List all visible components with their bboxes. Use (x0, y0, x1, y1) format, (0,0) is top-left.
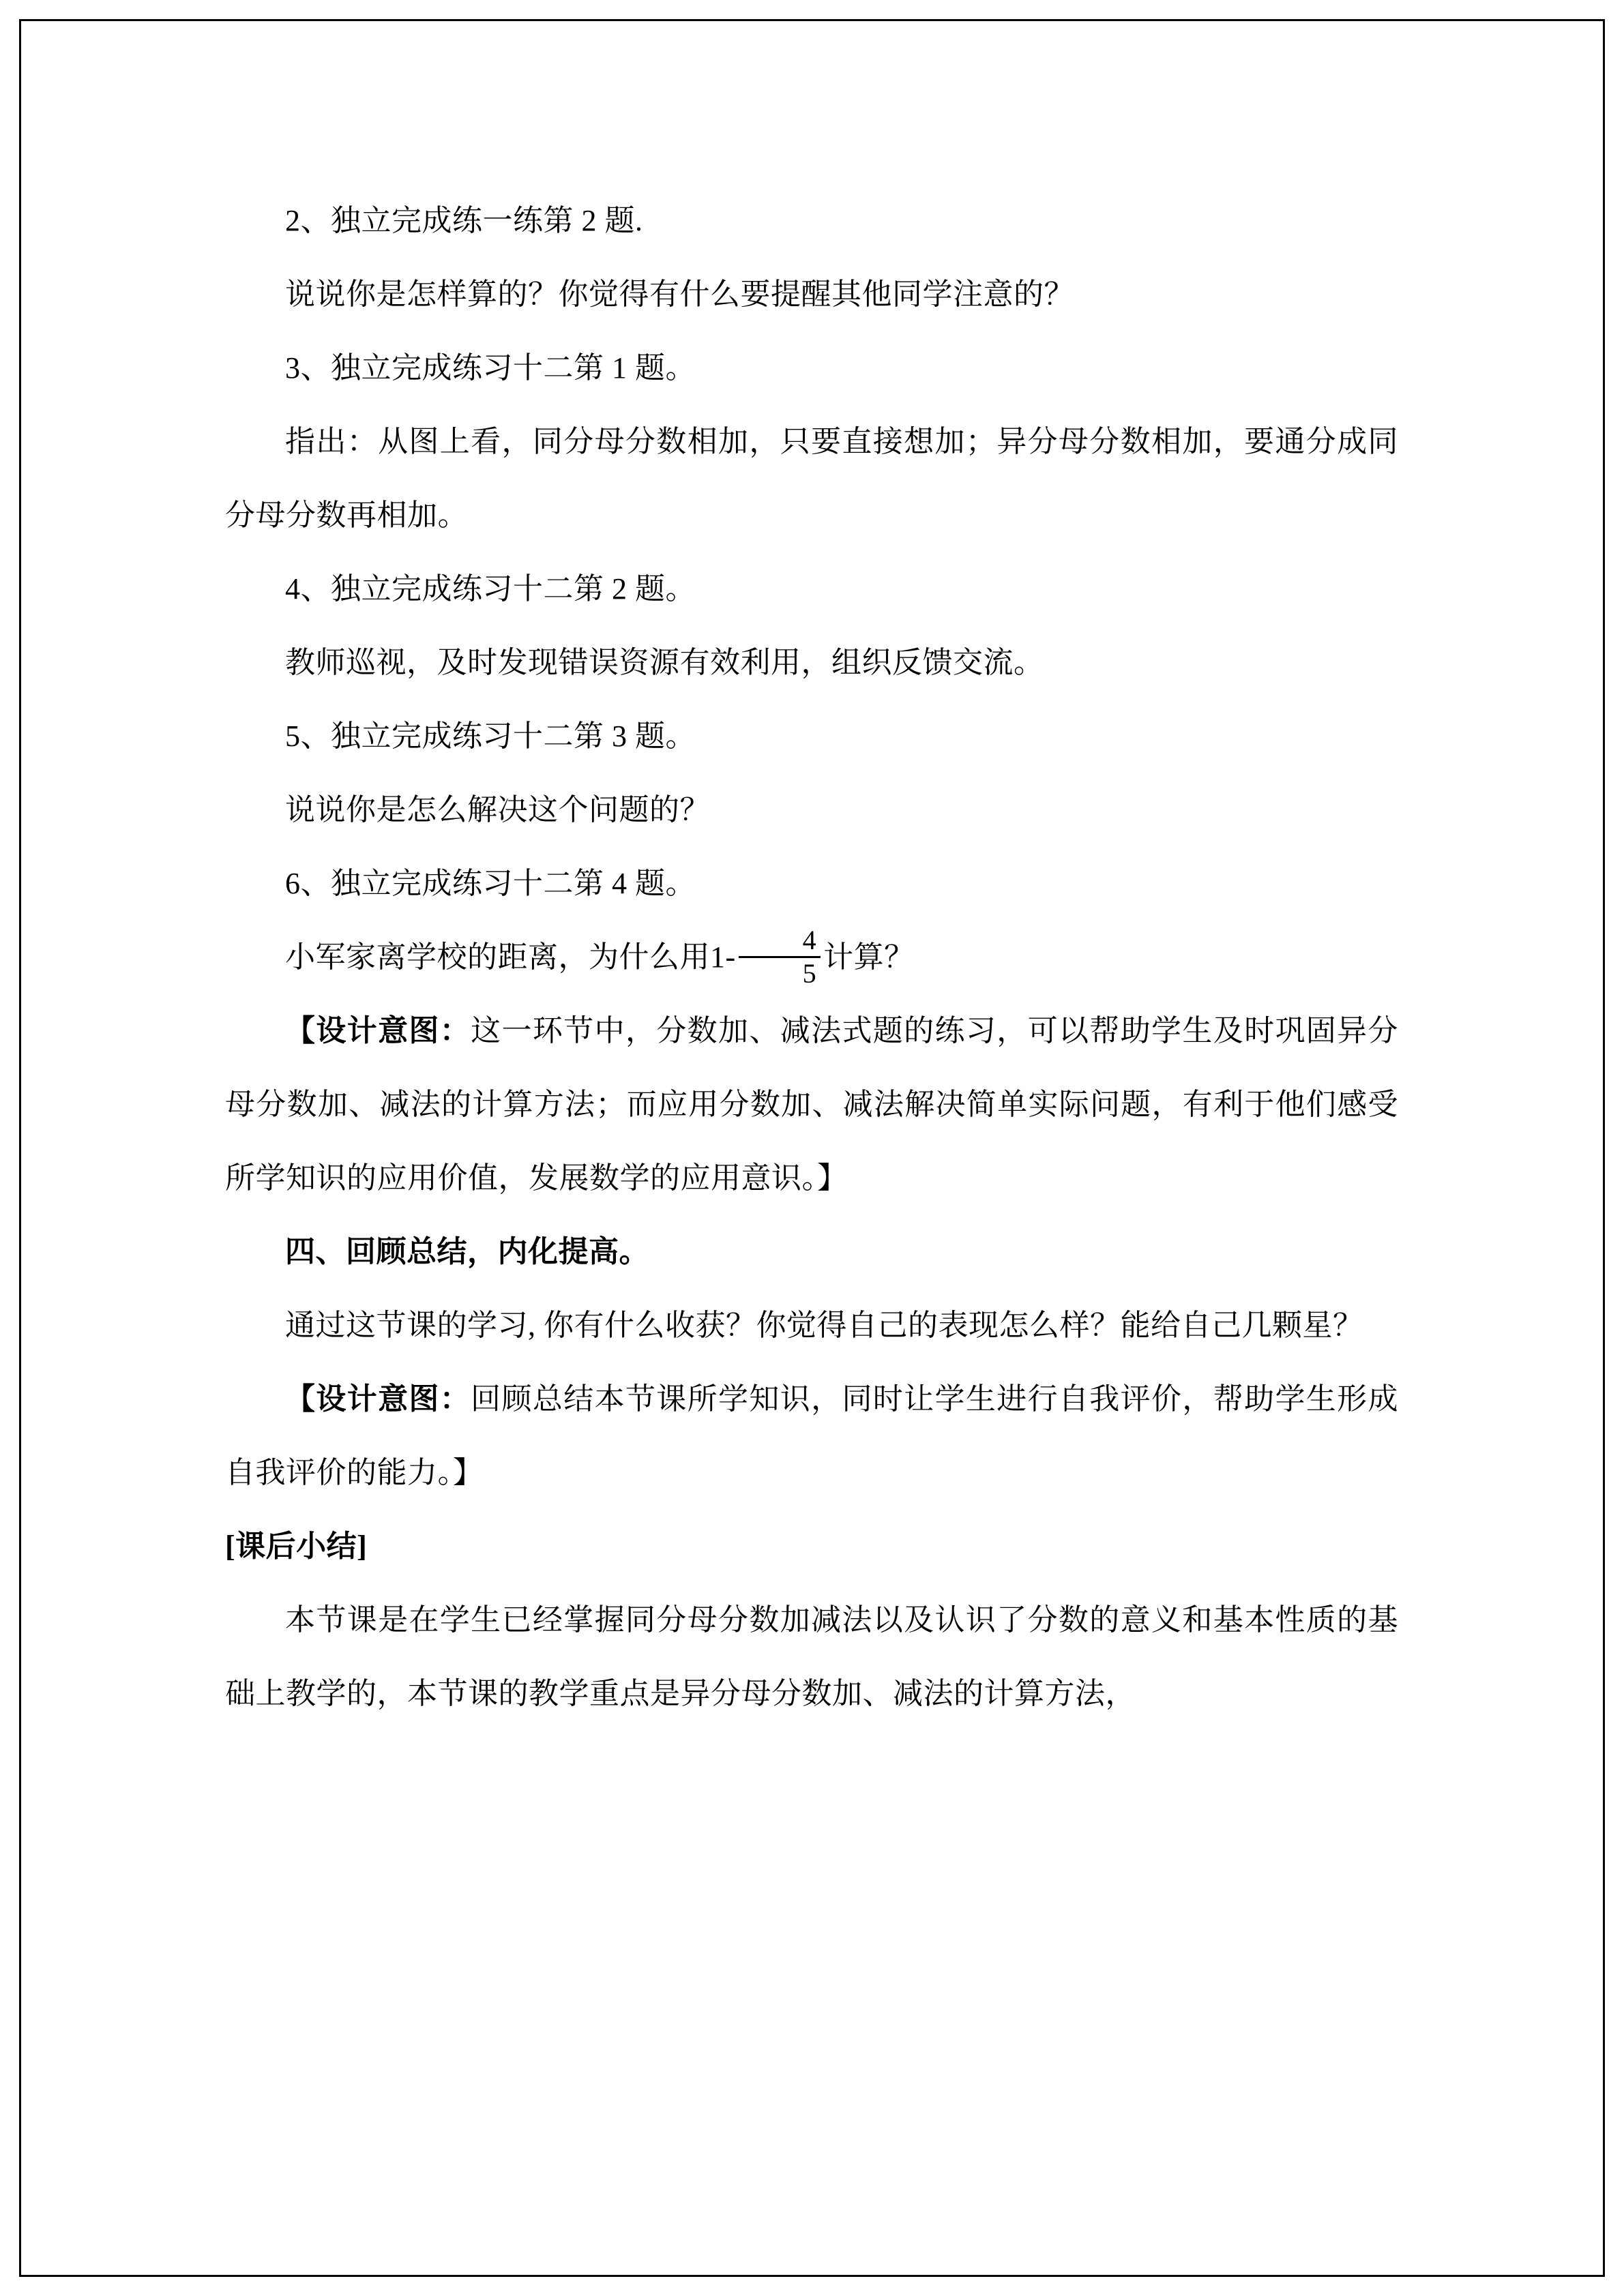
post-class-summary-heading: [课后小结] (225, 1530, 368, 1563)
math-prefix-text: 小军家离学校的距离，为什么用 (285, 940, 710, 974)
fraction-denominator: 5 (802, 958, 817, 989)
design-intent-label-1: 【设计意图： (285, 1014, 471, 1047)
paragraph-10: 通过这节课的学习, 你有什么收获？你觉得自己的表现怎么样？能给自己几颗星？ (285, 1309, 1363, 1342)
math-fraction-line (225, 921, 1398, 994)
document-content (225, 184, 1398, 1731)
paragraph-7: 5、独立完成练习十二第 3 题。 (285, 719, 696, 753)
paragraph-3: 3、独立完成练习十二第 1 题。 (285, 351, 696, 385)
math-suffix-text: 计算？ (823, 940, 915, 974)
design-intent-label-2: 【设计意图： (285, 1382, 471, 1416)
fraction-four-fifths (739, 925, 821, 989)
math-expression-lead: 1- (710, 940, 736, 974)
paragraph-9: 6、独立完成练习十二第 4 题。 (285, 867, 696, 900)
fraction-numerator: 4 (802, 925, 817, 956)
paragraph-2: 说说你是怎样算的？你觉得有什么要提醒其他同学注意的？ (285, 278, 1074, 311)
paragraph-11: 本节课是在学生已经掌握同分母分数加减法以及认识了分数的意义和基本性质的基础上教学的，本节课的教学重点是异分母分数加、减法的计算方法， (225, 1603, 1398, 1710)
paragraph-6: 教师巡视，及时发现错误资源有效利用，组织反馈交流。 (285, 646, 1044, 679)
paragraph-1: 2、独立完成练一练第 2 题. (285, 204, 643, 237)
design-intent-paragraph-2 (225, 1362, 1398, 1510)
paragraph-5: 4、独立完成练习十二第 2 题。 (285, 572, 696, 606)
paragraph-4: 指出：从图上看，同分母分数相加，只要直接想加；异分母分数相加，要通分成同分母分数再相加。 (225, 425, 1398, 532)
design-intent-paragraph-1 (225, 994, 1398, 1215)
paragraph-8: 说说你是怎么解决这个问题的？ (285, 793, 710, 826)
design-intent-body-2: 回顾总结本节课所学知识，同时让学生进行自我评价，帮助学生形成自我评价的能力。】 (225, 1382, 1399, 1489)
design-intent-body-1: 这一环节中，分数加、减法式题的练习，可以帮助学生及时巩固异分母分数加、减法的计算方法；而应用分数加、减法解决简单实际问题，有利于他们感受所学知识的应用价值，发展数学的应用意识。】 (225, 1014, 1399, 1195)
section-heading-four: 四、回顾总结，内化提高。 (285, 1235, 649, 1268)
